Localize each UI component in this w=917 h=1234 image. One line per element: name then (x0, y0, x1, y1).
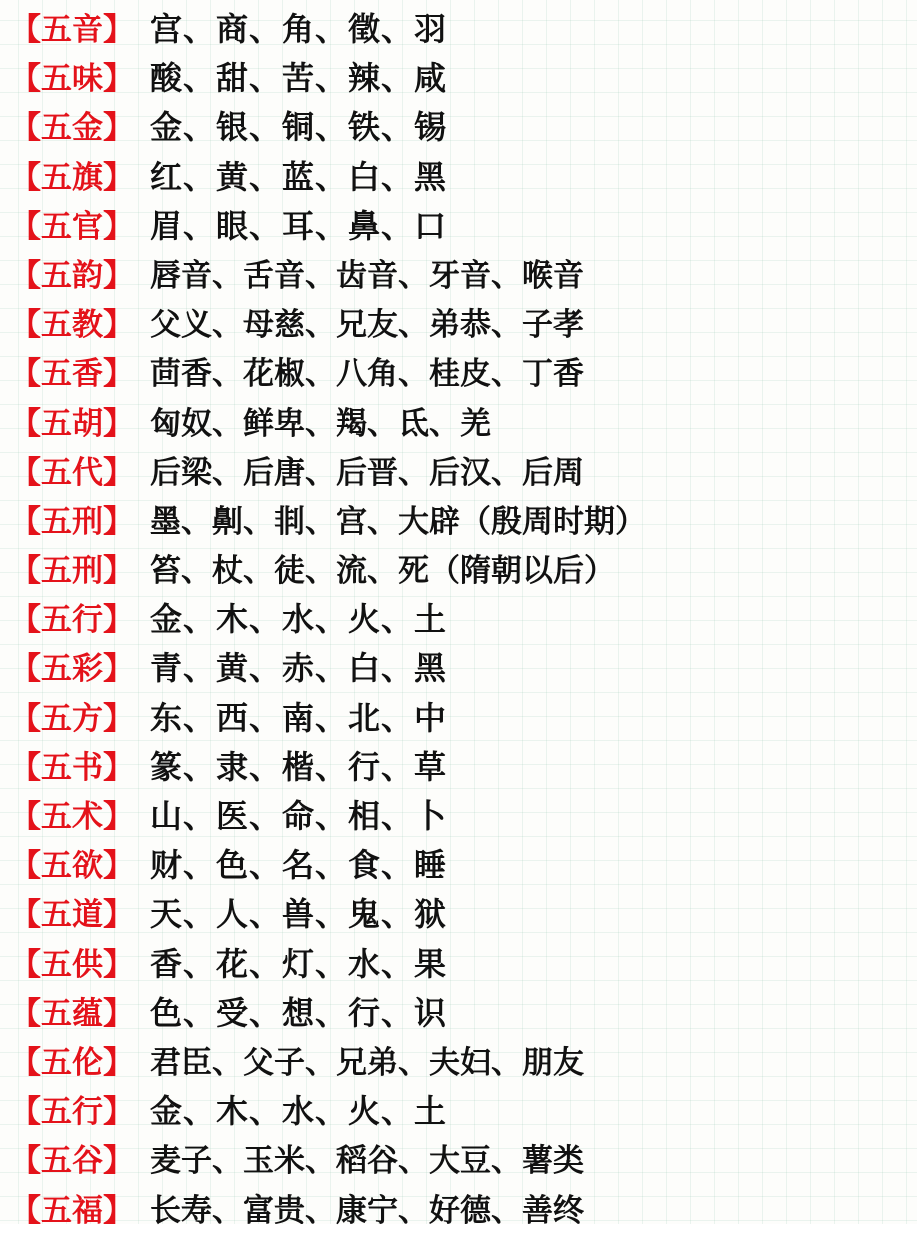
term-label: 【五音】 (10, 12, 134, 48)
term-label: 【五谷】 (10, 1143, 134, 1180)
term-items: 君臣、父子、兄弟、夫妇、朋友 (150, 1044, 584, 1081)
list-item (10, 988, 917, 1037)
term-items: 笞、杖、徒、流、死（隋朝以后） (150, 553, 615, 590)
list-item (10, 201, 917, 250)
term-items: 金、银、铜、铁、锡 (150, 108, 448, 147)
term-label: 【五刑】 (10, 553, 134, 590)
list-item (10, 643, 917, 692)
term-label: 【五蕴】 (10, 995, 134, 1032)
term-items: 酸、甜、苦、辣、咸 (150, 59, 448, 98)
term-label: 【五供】 (10, 946, 134, 983)
term-items: 匈奴、鲜卑、羯、氐、羌 (150, 405, 491, 442)
list-item (10, 594, 917, 643)
list-item (10, 250, 917, 299)
list-item (10, 742, 917, 791)
list-item (10, 496, 917, 545)
list-item (10, 545, 917, 594)
term-items: 财、色、名、食、睡 (150, 846, 448, 885)
list-item (10, 889, 917, 938)
term-items: 宫、商、角、徵、羽 (150, 10, 448, 48)
term-label: 【五味】 (10, 61, 134, 98)
term-items: 茴香、花椒、八角、桂皮、丁香 (150, 356, 584, 393)
term-items: 长寿、富贵、康宁、好德、善终 (150, 1192, 584, 1229)
list-item (10, 1037, 917, 1086)
term-items: 唇音、舌音、齿音、牙音、喉音 (150, 257, 584, 294)
list-item (10, 1135, 917, 1184)
list-item (10, 1185, 917, 1234)
term-label: 【五刑】 (10, 503, 134, 540)
term-label: 【五官】 (10, 208, 134, 245)
term-items: 红、黄、蓝、白、黑 (150, 157, 448, 196)
list-item (10, 939, 917, 988)
term-items: 香、花、灯、水、果 (150, 944, 448, 983)
list-item (10, 53, 917, 102)
term-items: 天、人、兽、鬼、狱 (150, 895, 448, 934)
term-items: 山、医、命、相、卜 (150, 797, 448, 835)
term-items: 色、受、想、行、识 (150, 993, 448, 1032)
term-label: 【五金】 (10, 110, 134, 147)
term-label: 【五代】 (10, 454, 134, 491)
term-items: 金、木、水、火、土 (150, 600, 448, 639)
term-label: 【五旗】 (10, 159, 134, 196)
term-label: 【五道】 (10, 897, 134, 934)
list-item (10, 1086, 917, 1135)
list-item (10, 152, 917, 201)
term-label: 【五行】 (10, 602, 134, 639)
term-items: 后梁、后唐、后晋、后汉、后周 (150, 454, 584, 491)
term-items: 东、西、南、北、中 (150, 698, 448, 737)
term-label: 【五香】 (10, 356, 134, 393)
list-item (10, 348, 917, 397)
term-label: 【五教】 (10, 307, 134, 344)
list-item (10, 693, 917, 742)
list-item (10, 299, 917, 348)
term-label: 【五欲】 (10, 848, 134, 885)
term-items: 青、黄、赤、白、黑 (150, 649, 448, 688)
term-items: 墨、劓、剕、宫、大辟（殷周时期） (150, 503, 646, 540)
term-label: 【五伦】 (10, 1044, 134, 1081)
list-item (10, 791, 917, 840)
term-label: 【五书】 (10, 749, 134, 786)
term-label: 【五福】 (10, 1192, 134, 1229)
term-label: 【五行】 (10, 1094, 134, 1131)
list-item (10, 4, 917, 53)
term-label: 【五胡】 (10, 405, 134, 442)
term-items: 麦子、玉米、稻谷、大豆、薯类 (150, 1143, 584, 1180)
list-item (10, 398, 917, 447)
term-label: 【五术】 (10, 799, 134, 835)
term-label: 【五韵】 (10, 257, 134, 294)
term-items: 父义、母慈、兄友、弟恭、子孝 (150, 307, 584, 344)
term-items: 金、木、水、火、土 (150, 1092, 448, 1131)
term-label: 【五方】 (10, 700, 134, 737)
list-item (10, 840, 917, 889)
term-items: 篆、隶、楷、行、草 (150, 747, 448, 786)
term-label: 【五彩】 (10, 651, 134, 688)
list-item (10, 447, 917, 496)
list-item (10, 102, 917, 151)
term-items: 眉、眼、耳、鼻、口 (150, 206, 448, 245)
